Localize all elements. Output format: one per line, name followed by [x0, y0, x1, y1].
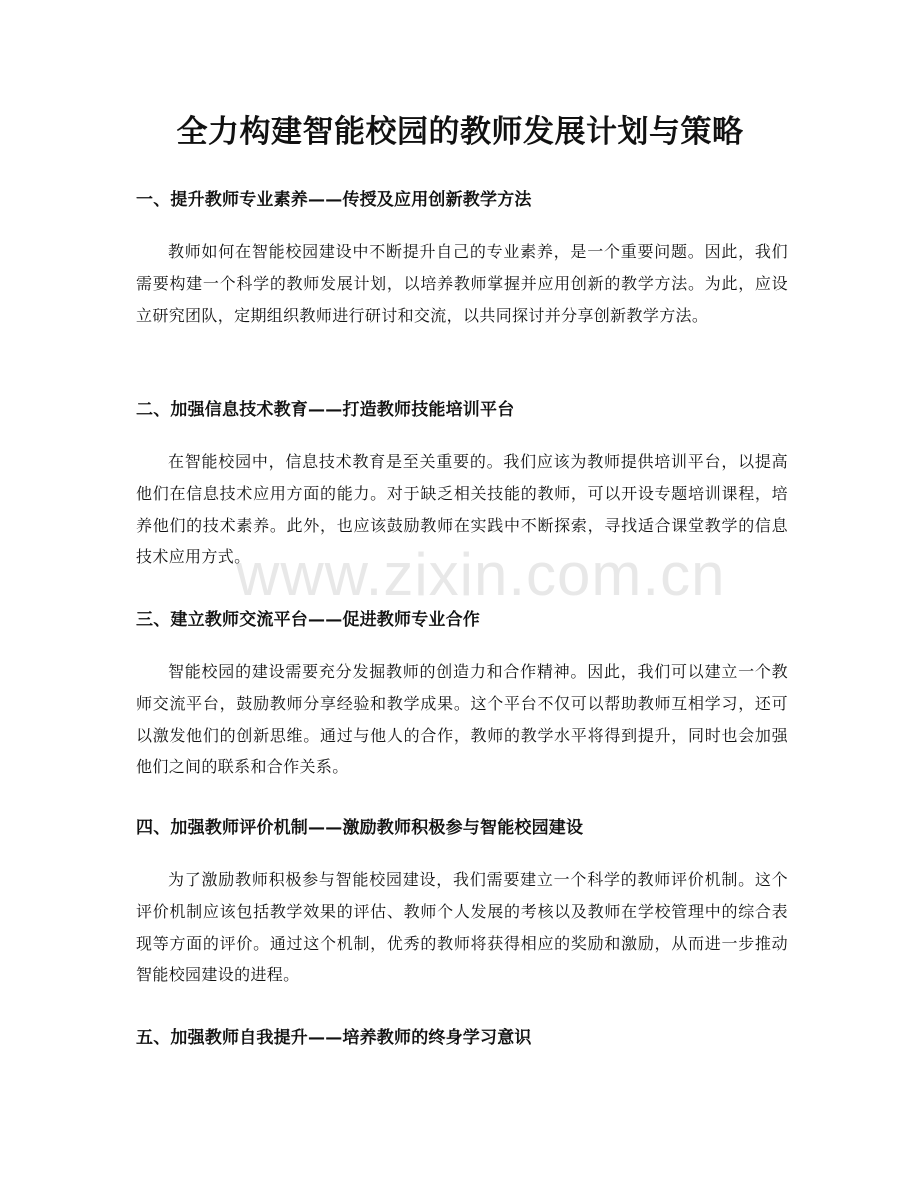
section-heading: 五、加强教师自我提升——培养教师的终身学习意识 [136, 1028, 532, 1048]
section-heading: 二、加强信息技术教育——打造教师技能培训平台 [136, 400, 515, 420]
section-paragraph: 为了激励教师积极参与智能校园建设，我们需要建立一个科学的教师评价机制。这个评价机制应该包括教学效果的评估、教师个人发展的考核以及教师在学校管理中的综合表现等方面的评价。通过这个机制，优秀的教师将获得相应的奖励和激励，从而进一步推动智能校园建设的进程。 [136, 870, 788, 985]
section-5 [136, 1024, 788, 1052]
section-1 [136, 186, 788, 331]
section-heading: 三、建立教师交流平台——促进教师专业合作 [136, 610, 480, 630]
section-paragraph: 在智能校园中，信息技术教育是至关重要的。我们应该为教师提供培训平台，以提高他们在信息技术应用方面的能力。对于缺乏相关技能的教师，可以开设专题培训课程，培养他们的技术素养。此外，也应该鼓励教师在实践中不断探索，寻找适合课堂教学的信息技术应用方式。 [136, 452, 788, 567]
section-4 [136, 814, 788, 991]
watermark: www.zixin.com.cn [236, 541, 726, 608]
section-heading: 四、加强教师评价机制——激励教师积极参与智能校园建设 [136, 818, 584, 838]
document-title: 全力构建智能校园的教师发展计划与策略 [176, 114, 744, 150]
section-paragraph: 智能校园的建设需要充分发掘教师的创造力和合作精神。因此，我们可以建立一个教师交流平台，鼓励教师分享经验和教学成果。这个平台不仅可以帮助教师互相学习，还可以激发他们的创新思维。通过与他人的合作，教师的教学水平将得到提升，同时也会加强他们之间的联系和合作关系。 [136, 662, 788, 777]
section-3 [136, 606, 788, 783]
section-paragraph: 教师如何在智能校园建设中不断提升自己的专业素养，是一个重要问题。因此，我们需要构建一个科学的教师发展计划，以培养教师掌握并应用创新的教学方法。为此，应设立研究团队，定期组织教师进行研讨和交流，以共同探讨并分享创新教学方法。 [136, 242, 788, 325]
section-heading: 一、提升教师专业素养——传授及应用创新教学方法 [136, 190, 532, 210]
